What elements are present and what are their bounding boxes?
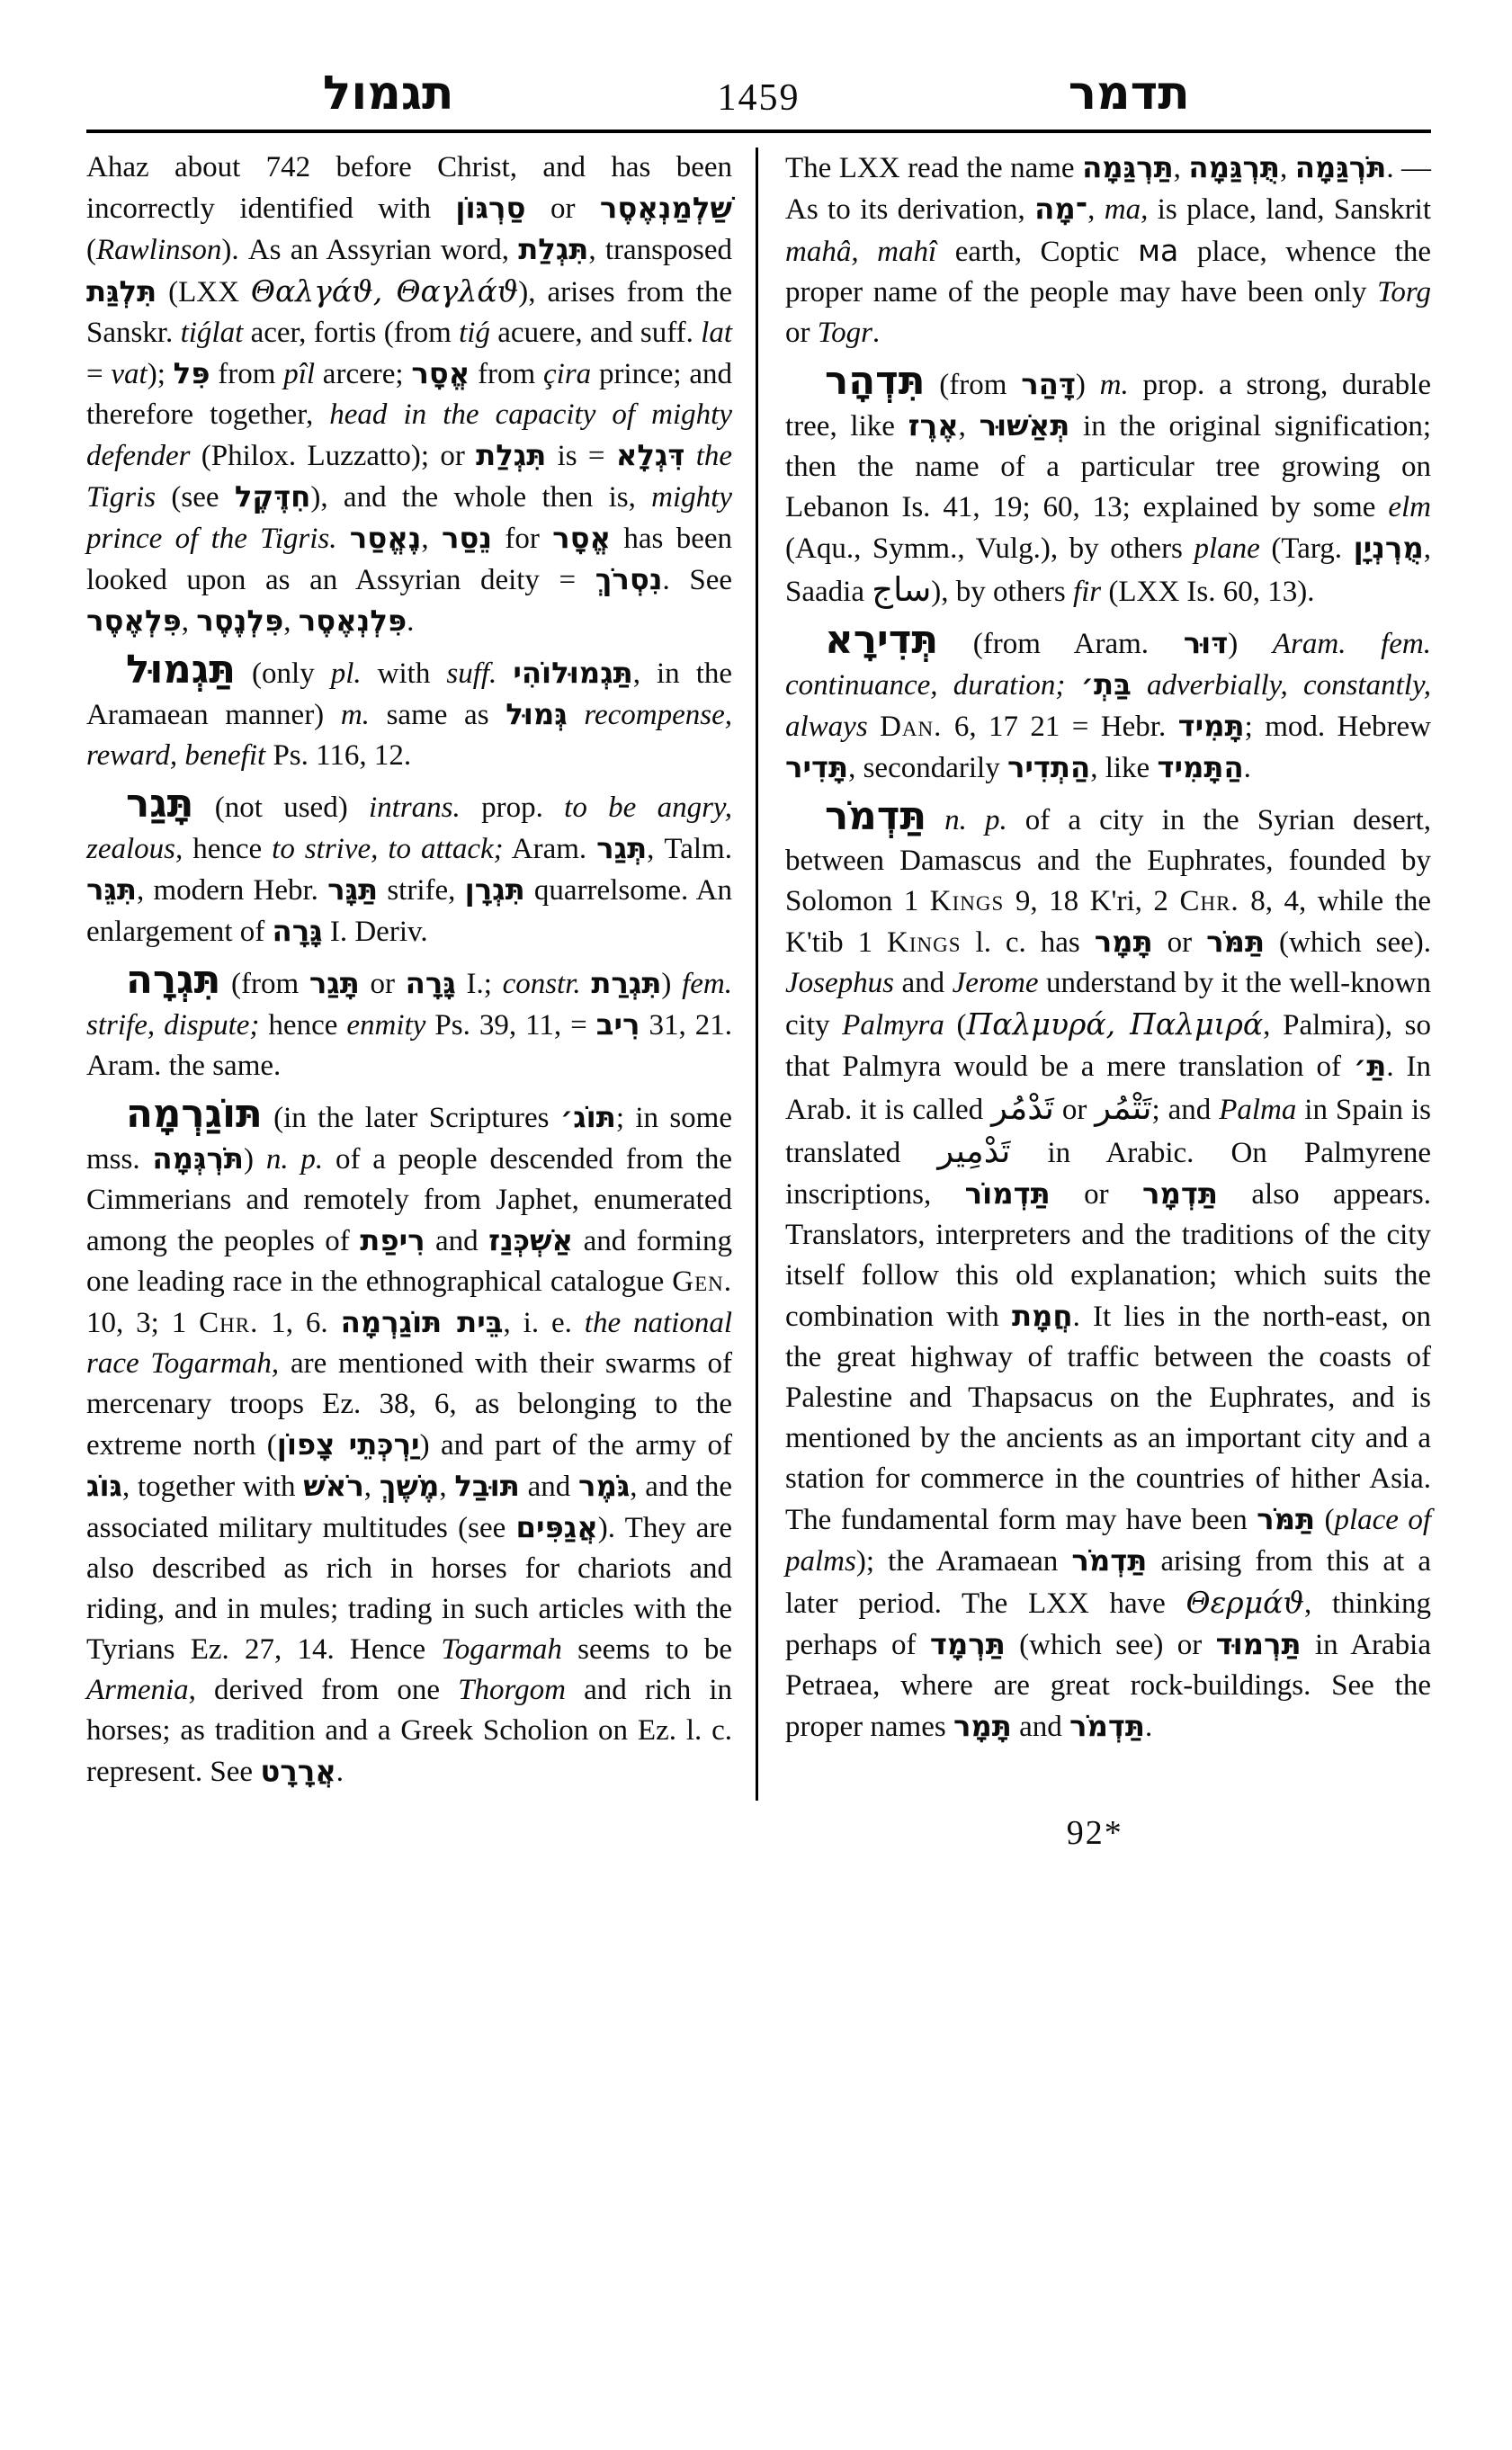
- left-column: [86, 148, 758, 1801]
- body-text: ,: [958, 410, 980, 443]
- italic-text: adverbially, constantly, always: [785, 669, 1432, 743]
- hebrew-term: תַּרְמוּד: [1215, 1627, 1302, 1661]
- dictionary-entry: [86, 958, 732, 1086]
- hebrew-term: גָּרָה: [272, 914, 323, 948]
- body-text: arcere;: [315, 358, 412, 390]
- hebrew-term: יַרְכְּתֵי צָפוֹן: [276, 1427, 420, 1462]
- body-text: .: [336, 1756, 344, 1788]
- body-text: ,: [363, 1471, 380, 1503]
- hebrew-term: תֹּרְגַּמָה: [1294, 150, 1387, 184]
- body-text: .: [872, 317, 881, 349]
- italic-text: strife, dispute;: [86, 1009, 260, 1042]
- smallcaps-reference: Chr.: [199, 1307, 259, 1339]
- hebrew-term: תּוּבַל: [454, 1469, 520, 1503]
- italic-text: ma,: [1104, 193, 1149, 226]
- body-text: ,: [181, 605, 197, 638]
- body-text: (Aqu., Symm., Vulg.), by others: [785, 532, 1194, 565]
- italic-text: head in the capacity of mighty defender: [86, 398, 732, 472]
- italic-text: fir: [1072, 576, 1102, 608]
- body-text: .: [407, 605, 415, 638]
- hebrew-term: ־מָה: [1034, 192, 1088, 226]
- body-text: (not used): [193, 791, 369, 824]
- body-text: and forming one leading race in the ethnographical catalogue: [86, 1225, 732, 1298]
- hebrew-term: תָּמָר: [953, 1709, 1012, 1743]
- body-text: or: [785, 317, 818, 349]
- hebrew-term: גּוֹג: [86, 1469, 122, 1503]
- italic-text: tiǵ: [459, 317, 490, 349]
- italic-text: Armenia: [86, 1674, 189, 1706]
- printer-signature-mark: 92*: [1066, 1814, 1123, 1852]
- hebrew-term: חִדֶּקֶל: [234, 479, 311, 514]
- body-text: , together with: [121, 1471, 304, 1503]
- body-text: (LXX: [157, 276, 251, 308]
- body-text: [581, 968, 592, 1000]
- body-text: [926, 804, 944, 836]
- body-text: ; in some mss.: [86, 1102, 732, 1176]
- hebrew-term: תֻּרְגַּמָה: [1188, 150, 1280, 184]
- header-rule: [86, 130, 1431, 133]
- header-keyword-left: תגמול: [322, 67, 454, 121]
- body-text: , transposed: [588, 234, 733, 266]
- smallcaps-reference: Dan.: [880, 711, 943, 743]
- hebrew-term: בֵּית תּוֹגַרְמָה: [340, 1305, 504, 1339]
- italic-text: to strive, to attack;: [272, 833, 504, 865]
- body-text: , Saadia: [785, 532, 1431, 608]
- hebrew-term: תַּגָּר: [327, 872, 379, 907]
- italic-text: Torg: [1377, 276, 1431, 308]
- dictionary-entry: [785, 618, 1432, 789]
- body-text: are mentioned with their swarms of mercenary troops Ez. 38, 6, as belonging to the extreme north (: [86, 1347, 732, 1462]
- body-text: of a city in the Syrian desert, between Damascus and the Euphrates, founded by Solomon 1: [785, 804, 1432, 917]
- italic-text: plane: [1194, 532, 1260, 565]
- italic-text: to be angry, zealous,: [86, 791, 733, 865]
- body-text: or: [1053, 1094, 1096, 1126]
- hebrew-headword: תּוֹגַרְמָה: [126, 1092, 263, 1137]
- hebrew-term: תִּגֵּר: [86, 872, 137, 907]
- body-text: , Palmira), so that Palmyra would be a mere translation of: [785, 1009, 1431, 1083]
- body-text: (Philox. Luzzatto); or: [190, 440, 477, 472]
- hebrew-term: חֲמָת: [1011, 1299, 1073, 1333]
- body-text: . — As to its derivation,: [785, 152, 1432, 226]
- italic-text: the Tigris: [86, 440, 733, 514]
- hebrew-term: תַּגְמוּלוֹהִי: [513, 656, 633, 690]
- body-text: [497, 657, 513, 690]
- body-text: in the original signification; then the name of a particular tree growing on Lebanon Is. 41, 19; 60, 13; explained by some: [785, 410, 1431, 523]
- body-text: (: [944, 1009, 967, 1042]
- body-text: [1065, 669, 1080, 702]
- hebrew-headword: תִּדְהָר: [825, 359, 926, 404]
- body-text: (: [1315, 1504, 1335, 1536]
- body-text: hence: [259, 1009, 347, 1042]
- body-text: (from: [925, 369, 1022, 401]
- body-text: ,: [1279, 152, 1295, 184]
- body-text: 31, 21. Aram. the same.: [86, 1009, 732, 1082]
- body-text: seems to be: [561, 1633, 733, 1666]
- hebrew-term: דָּהַר: [1021, 367, 1076, 401]
- body-text: I. Deriv.: [322, 916, 428, 948]
- italic-text: n. p.: [265, 1143, 324, 1176]
- hebrew-term: פִּל: [173, 356, 210, 390]
- hebrew-term: מֻרְנְיָן: [1353, 531, 1424, 565]
- italic-text: continuance, duration;: [785, 669, 1066, 702]
- italic-text: m.: [1099, 369, 1129, 401]
- hebrew-term: פִּלְנֶסֶר: [196, 604, 284, 638]
- arabic-term: ساج: [872, 570, 932, 609]
- hebrew-term: נִסְרֹךְ: [595, 562, 663, 596]
- body-text: is place, land, Sanskrit: [1148, 193, 1432, 226]
- hebrew-term: רֹאשׁ: [303, 1469, 364, 1503]
- italic-text: tiǵlat: [180, 317, 244, 349]
- arabic-term: تَدْمُر: [991, 1088, 1054, 1127]
- body-text: and: [519, 1471, 578, 1503]
- italic-text: Palmyra: [842, 1009, 944, 1042]
- body-text: hence: [183, 833, 273, 865]
- hebrew-term: אֲרָרָט: [260, 1754, 336, 1788]
- body-text: (from Aram.: [938, 628, 1184, 660]
- body-text: or: [1152, 926, 1207, 959]
- body-text: or: [1050, 1178, 1143, 1211]
- body-text: ,: [283, 605, 299, 638]
- body-text: . It lies in the north-east, on the great highway of traffic between the coasts of Palestine and Thapsacus on the Euphrates, and is mentioned by the ancients as an important city and a station for commerce in the countries of hither Asia. The fundamental form may have been: [785, 1301, 1431, 1536]
- italic-text: elm: [1388, 491, 1431, 523]
- dictionary-entry: [86, 1092, 733, 1793]
- body-text: , like: [1090, 752, 1158, 784]
- body-text: Ps. 116, 12.: [265, 739, 412, 772]
- hebrew-term: דִּגְלָא: [615, 438, 685, 472]
- greek-term: Θαλγάϑ, Θαγλάϑ: [250, 273, 519, 308]
- hebrew-term: תָּמָר: [1094, 925, 1153, 959]
- body-text: . In Arab. it is called: [785, 1051, 1431, 1126]
- hebrew-term: בַּתְ׳: [1080, 667, 1132, 702]
- body-text: same as: [369, 699, 506, 731]
- hebrew-headword: תַּדְמֹר: [825, 794, 927, 839]
- italic-text: pl.: [330, 657, 362, 690]
- hebrew-term: נֶאֱסַר: [349, 521, 422, 555]
- body-text: acuere, and suff.: [489, 317, 702, 349]
- hebrew-term: דּוּר: [1183, 626, 1229, 660]
- smallcaps-reference: Gen.: [672, 1265, 732, 1298]
- hebrew-term: תַּדְמֹר: [1071, 1543, 1148, 1578]
- body-text: 8, 4, while the K'tib 1: [785, 885, 1431, 959]
- hebrew-term: הַתָּמִיד: [1157, 750, 1244, 784]
- hebrew-term: פִּלְנְאֶסֶר: [298, 604, 407, 638]
- body-text: ,: [421, 523, 442, 555]
- arabic-term: تَتْمُر: [1095, 1088, 1152, 1127]
- italic-text: n. p.: [944, 804, 1007, 836]
- body-text: ) and part of the army of: [419, 1429, 732, 1462]
- hebrew-headword: תַּגְמוּל: [126, 648, 237, 693]
- body-text: The LXX read the name: [785, 152, 1083, 184]
- hebrew-term: גְּמוּל: [505, 697, 568, 731]
- coptic-term: ма: [1138, 233, 1179, 268]
- hebrew-term: תַּמֹּר: [1257, 1502, 1316, 1536]
- body-text: earth, Coptic: [936, 236, 1139, 268]
- hebrew-term: מֶשֶׁךְ: [379, 1469, 440, 1503]
- body-text: strife,: [378, 874, 465, 907]
- body-text: has been looked upon as an Assyrian deity =: [86, 523, 732, 596]
- arabic-term: تَدْمِير: [937, 1131, 1011, 1170]
- italic-text: Palma: [1219, 1094, 1297, 1126]
- body-text: or: [359, 968, 406, 1000]
- hebrew-term: פִּלְאֶסֶר: [86, 604, 182, 638]
- hebrew-term: תְּגַר: [596, 831, 648, 865]
- body-text: acer, fortis (from: [243, 317, 460, 349]
- body-text: 6, 17 21 = Hebr.: [942, 711, 1178, 743]
- hebrew-term: תַּדְמֹר: [1069, 1709, 1145, 1743]
- smallcaps-reference: Kings: [929, 885, 1005, 917]
- body-text: . See: [662, 564, 732, 596]
- body-text: prop.: [460, 791, 565, 824]
- hebrew-term: תַּרְמָד: [929, 1627, 1006, 1661]
- italic-text: suff.: [446, 657, 497, 690]
- hebrew-term: הַתְדִיר: [1007, 750, 1091, 784]
- italic-text: Jerome: [952, 967, 1039, 999]
- italic-text: Aram. fem.: [1272, 628, 1431, 660]
- body-text: quarrelsome. An enlargement of: [86, 874, 732, 948]
- greek-term: Θερμάϑ: [1185, 1585, 1305, 1620]
- body-text: prince; and therefore together,: [86, 358, 732, 431]
- hebrew-term: תָּדִיר: [785, 750, 849, 784]
- body-text: place, whence the proper name of the people may have been only: [785, 236, 1431, 308]
- body-text: I.;: [455, 968, 503, 1000]
- body-text: ,: [1087, 193, 1105, 226]
- continuation-paragraph: [86, 148, 732, 642]
- italic-text: Josephus: [785, 967, 894, 999]
- hebrew-term: תַּרְגַּמָה: [1082, 150, 1174, 184]
- smallcaps-reference: Chr.: [1179, 885, 1239, 917]
- italic-text: Togr: [817, 317, 872, 349]
- body-text: );: [147, 358, 174, 390]
- hebrew-term: נֵסַר: [441, 521, 493, 555]
- body-text: is =: [546, 440, 616, 472]
- body-text: 9, 18 K'ri, 2: [1004, 885, 1180, 917]
- body-text: (Targ.: [1259, 532, 1354, 565]
- body-text: ), and the whole then is,: [310, 481, 652, 514]
- italic-text: place of palms: [785, 1504, 1431, 1578]
- body-text: ,: [439, 1471, 455, 1503]
- hebrew-term: גָּרָה: [405, 966, 456, 1000]
- body-text: and: [893, 967, 953, 999]
- hebrew-headword: תָּגַר: [126, 782, 194, 827]
- body-text: prop. a strong, durable tree, like: [785, 369, 1431, 443]
- italic-text: mighty prince of the Tigris.: [86, 481, 732, 555]
- body-text: in Arabia Petraea, where are great rock-buildings. See the proper names: [785, 1629, 1431, 1743]
- italic-text: recompense, reward, benefit: [86, 699, 732, 772]
- body-text: l. c. has: [961, 926, 1095, 959]
- dictionary-entry: [785, 359, 1431, 612]
- body-text: (which see).: [1265, 926, 1431, 959]
- body-text: ): [661, 968, 683, 1000]
- body-text: and rich in horses; as tradition and a Greek Scholion on Ez. l. c. represent. See: [86, 1674, 732, 1788]
- body-text: of a people descended from the Cimmerians and remotely from Japhet, enumerated among the peoples of: [86, 1143, 732, 1257]
- body-text: (which see) or: [1005, 1629, 1216, 1661]
- body-text: (only: [236, 657, 331, 690]
- body-text: arising from this at a later period. The LXX have: [785, 1545, 1432, 1620]
- body-text: from: [470, 358, 543, 390]
- greek-term: Παλμυρά, Παλμιρά: [966, 1006, 1264, 1042]
- body-text: for: [492, 523, 553, 555]
- body-text: , modern Hebr.: [137, 874, 328, 907]
- body-text: (in the later Scriptures: [262, 1102, 560, 1134]
- italic-text: Thorgom: [458, 1674, 566, 1706]
- body-text: and: [425, 1225, 489, 1257]
- italic-text: m.: [340, 699, 370, 731]
- body-text: , i. e.: [503, 1307, 585, 1339]
- hebrew-term: אֲגַפִּים: [515, 1510, 598, 1544]
- body-text: ): [1228, 628, 1273, 660]
- italic-text: lat: [701, 317, 732, 349]
- hebrew-term: תִּגְלַת: [476, 438, 547, 472]
- body-text: 10, 3; 1: [86, 1307, 200, 1339]
- body-text: with: [361, 657, 447, 690]
- body-text: [684, 440, 695, 472]
- hebrew-term: תָּגַר: [309, 966, 360, 1000]
- hebrew-term: שַׁלְמַנְאֶסֶר: [599, 191, 732, 225]
- body-text: (LXX Is. 60, 13).: [1101, 576, 1315, 608]
- hebrew-term: תֹּרְגְּמָה: [152, 1141, 245, 1176]
- body-text: , Talm.: [647, 833, 732, 865]
- italic-text: mahâ, mahî: [785, 236, 937, 268]
- italic-text: intrans.: [369, 791, 461, 824]
- body-text: (see: [156, 481, 235, 514]
- body-text: , derived from one: [188, 1674, 459, 1706]
- body-text: ,: [1173, 152, 1189, 184]
- italic-text: enmity: [346, 1009, 426, 1042]
- italic-text: çira: [543, 358, 592, 390]
- hebrew-term: גֹּמֶר: [577, 1469, 631, 1503]
- body-text: also appears. Translators, interpreters and the traditions of the city itself follow this old explanation; which suits the combination with: [785, 1178, 1432, 1333]
- italic-text: Rawlinson: [96, 234, 222, 266]
- continuation-paragraph: [785, 148, 1431, 353]
- body-text: [336, 523, 349, 555]
- hebrew-term: תְּאַשּׁוּר: [979, 408, 1070, 443]
- body-text: ; mod. Hebrew: [1244, 711, 1431, 743]
- body-text: , and the associated military multitudes (see: [86, 1471, 732, 1544]
- hebrew-term: תִּגְלַת: [518, 232, 589, 266]
- body-text: ), arises from the Sanskr.: [86, 276, 733, 349]
- smallcaps-reference: Kings: [887, 926, 962, 959]
- hebrew-headword: תִּגְרָה: [126, 958, 221, 1003]
- hebrew-term: אֱסָר: [411, 356, 470, 390]
- header-keyword-right: תדמר: [1068, 67, 1190, 121]
- italic-text: vat: [111, 358, 148, 390]
- body-text: understand by it the well-known city: [785, 967, 1431, 1042]
- hebrew-term: תִּגְרָן: [464, 872, 525, 907]
- hebrew-term: רִיפַת: [360, 1223, 425, 1257]
- body-text: ); the Aramaean: [855, 1545, 1072, 1578]
- body-text: [868, 711, 880, 743]
- hebrew-term: אַשְׁכְּנַז: [488, 1223, 574, 1257]
- body-text: ): [1075, 369, 1100, 401]
- hebrew-term: אֶרֶז: [908, 408, 959, 443]
- body-text: , in the Aramaean manner): [86, 657, 733, 731]
- hebrew-term: אֱסָר: [552, 521, 612, 555]
- body-text: in Spain is translated: [785, 1094, 1431, 1169]
- hebrew-term: תַּדְמוֹר: [964, 1176, 1051, 1211]
- body-text: or: [525, 192, 600, 225]
- body-text: (from: [220, 968, 309, 1000]
- body-text: , secondarily: [848, 752, 1007, 784]
- hebrew-term: תִּלְגַּת: [86, 274, 157, 308]
- italic-text: the national race Togarmah,: [86, 1307, 733, 1380]
- body-text: .: [1243, 752, 1251, 784]
- page-number: 1459: [717, 77, 801, 119]
- hebrew-term: תּוֹג׳: [559, 1100, 616, 1134]
- dictionary-entry: [86, 784, 732, 952]
- body-text: ), by others: [931, 576, 1073, 608]
- dictionary-entry: [86, 650, 732, 776]
- body-text: Ahaz about 742 before Christ, and has been incorrectly identified with: [86, 151, 732, 225]
- hebrew-headword: תְּדִירָא: [825, 618, 939, 663]
- body-text: and: [1011, 1711, 1070, 1743]
- hebrew-term: תַּדְמָר: [1142, 1176, 1218, 1211]
- right-column: [758, 148, 1431, 1801]
- body-text: , thinking perhaps of: [785, 1587, 1431, 1661]
- body-text: from: [210, 358, 284, 390]
- body-text: ). They are also described as rich in horses for chariots and riding, and in mules; trading in such articles with the Tyrians Ez. 27, 14. Hence: [86, 1512, 733, 1666]
- body-text: ). As an Assyrian word,: [221, 234, 519, 266]
- body-text: ; and: [1151, 1094, 1220, 1126]
- italic-text: pîl: [283, 358, 316, 390]
- body-text: .: [1145, 1711, 1153, 1743]
- text-columns: [86, 148, 1431, 1801]
- body-text: [1132, 669, 1147, 702]
- body-text: Aram.: [503, 833, 597, 865]
- hebrew-term: תָּמִיד: [1177, 709, 1245, 743]
- hebrew-term: סַרְגּוֹן: [455, 191, 526, 225]
- body-text: (: [86, 234, 96, 266]
- body-text: 1, 6.: [258, 1307, 341, 1339]
- italic-text: Togarmah: [441, 1633, 562, 1666]
- hebrew-term: תִּגְרַת: [591, 966, 662, 1000]
- body-text: =: [86, 358, 112, 390]
- hebrew-term: רִיב: [595, 1007, 640, 1042]
- body-text: [568, 699, 585, 731]
- italic-text: constr.: [502, 968, 581, 1000]
- italic-text: fem.: [682, 968, 732, 1000]
- dictionary-entry: [785, 794, 1432, 1748]
- body-text: in Arabic. On Palmyrene inscriptions,: [785, 1137, 1431, 1211]
- page-header: [86, 67, 1431, 121]
- hebrew-term: תַּמֹּר: [1206, 925, 1266, 959]
- hebrew-term: תַּ׳: [1353, 1049, 1387, 1083]
- body-text: Ps. 39, 11, =: [425, 1009, 596, 1042]
- body-text: ): [244, 1143, 266, 1176]
